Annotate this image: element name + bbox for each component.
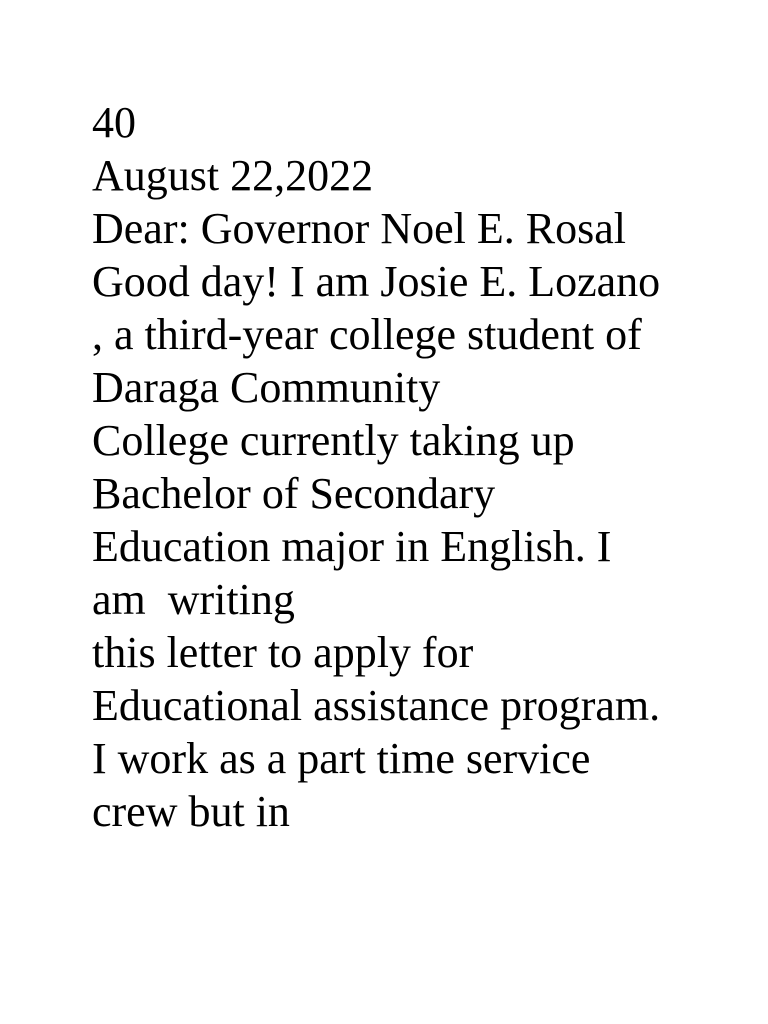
- body-line: Education major in English. I: [92, 522, 612, 571]
- letter-date: August 22,2022: [92, 151, 374, 200]
- body-line: Daraga Community: [92, 363, 441, 412]
- letter-text: [92, 96, 752, 838]
- body-line: this letter to apply for: [92, 628, 474, 677]
- letter-salutation: Dear: Governor Noel E. Rosal: [92, 204, 626, 253]
- body-line: crew but in: [92, 787, 290, 836]
- body-line: Good day! I am Josie E. Lozano: [92, 257, 661, 306]
- body-line: am writing: [92, 575, 295, 624]
- body-line: Bachelor of Secondary: [92, 469, 496, 518]
- page-number: 40: [92, 98, 136, 147]
- body-line: College currently taking up: [92, 416, 575, 465]
- body-line: I work as a part time service: [92, 734, 591, 783]
- body-line: , a third-year college student of: [92, 310, 642, 359]
- body-line: Educational assistance program.: [92, 681, 661, 730]
